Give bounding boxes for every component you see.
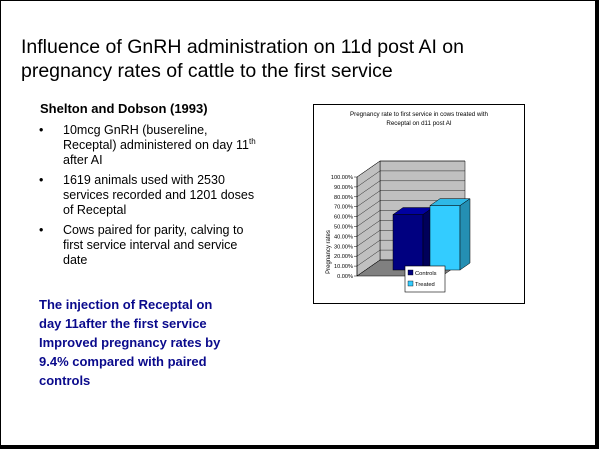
bar-chart <box>313 104 525 304</box>
bullet-item <box>39 123 289 168</box>
reference-heading: Shelton and Dobson (1993) <box>40 101 208 116</box>
bullet-line: 10mcg GnRH (busereline, <box>63 123 208 137</box>
legend-label: Controls <box>415 270 437 277</box>
conclusion-line: 9.4% compared with paired <box>39 354 207 369</box>
bullet-line-text: Receptal) administered on day 11 <box>63 138 249 152</box>
y-tick-label: 40.00% <box>334 234 353 241</box>
bar-front <box>393 215 423 270</box>
bar-side <box>460 199 470 270</box>
y-axis-label: Pregnancy rates <box>326 230 332 274</box>
chart-title-line-2: Receptal on d11 post AI <box>386 120 452 127</box>
y-tick-label: 70.00% <box>334 204 353 211</box>
y-tick-label: 80.00% <box>334 194 353 201</box>
y-tick-label: 60.00% <box>334 214 353 221</box>
conclusion-line: controls <box>39 373 91 388</box>
bullet-superscript: th <box>249 136 256 146</box>
bullet-line: of Receptal <box>63 203 127 217</box>
bullet-line: 1619 animals used with 2530 <box>63 173 225 187</box>
y-tick-label: 10.00% <box>334 264 353 271</box>
slide-title-line-1: Influence of GnRH administration on 11d post AI on <box>21 36 464 58</box>
y-tick-label: 30.00% <box>334 244 353 251</box>
legend-label: Treated <box>415 281 435 288</box>
bullet-line <box>63 138 289 153</box>
conclusion-text <box>39 295 279 390</box>
legend-swatch <box>408 270 413 275</box>
bullet-line: first service interval and service <box>63 238 238 252</box>
y-tick-label: 50.00% <box>334 224 353 231</box>
bar-front <box>430 206 460 270</box>
bullet-line: services recorded and 1201 doses <box>63 188 255 202</box>
conclusion-line: day 11after the first service <box>39 316 207 331</box>
slide-title-line-2: pregnancy rates of cattle to the first service <box>21 60 393 82</box>
chart-container <box>313 104 525 304</box>
chart-title-line-1: Pregnancy rate to first service in cows treated with <box>350 111 488 118</box>
legend-swatch <box>408 281 413 286</box>
y-tick-label: 0.00% <box>337 274 353 280</box>
bullet-dot: • <box>39 173 44 187</box>
y-tick-label: 20.00% <box>334 254 353 261</box>
bullet-line: Cows paired for parity, calving to <box>63 223 244 237</box>
conclusion-line: Improved pregnancy rates by <box>39 335 221 350</box>
bullet-line: after AI <box>63 153 103 167</box>
bullet-list <box>39 123 289 273</box>
bullet-dot: • <box>39 123 44 137</box>
conclusion-line: The injection of Receptal on <box>39 297 213 312</box>
bullet-dot: • <box>39 223 44 237</box>
y-tick-label: 100.00% <box>330 175 353 181</box>
bullet-item <box>39 173 289 218</box>
bullet-item <box>39 223 289 268</box>
slide-title <box>21 35 561 83</box>
y-tick-label: 90.00% <box>334 184 353 191</box>
bullet-line: date <box>63 253 88 267</box>
